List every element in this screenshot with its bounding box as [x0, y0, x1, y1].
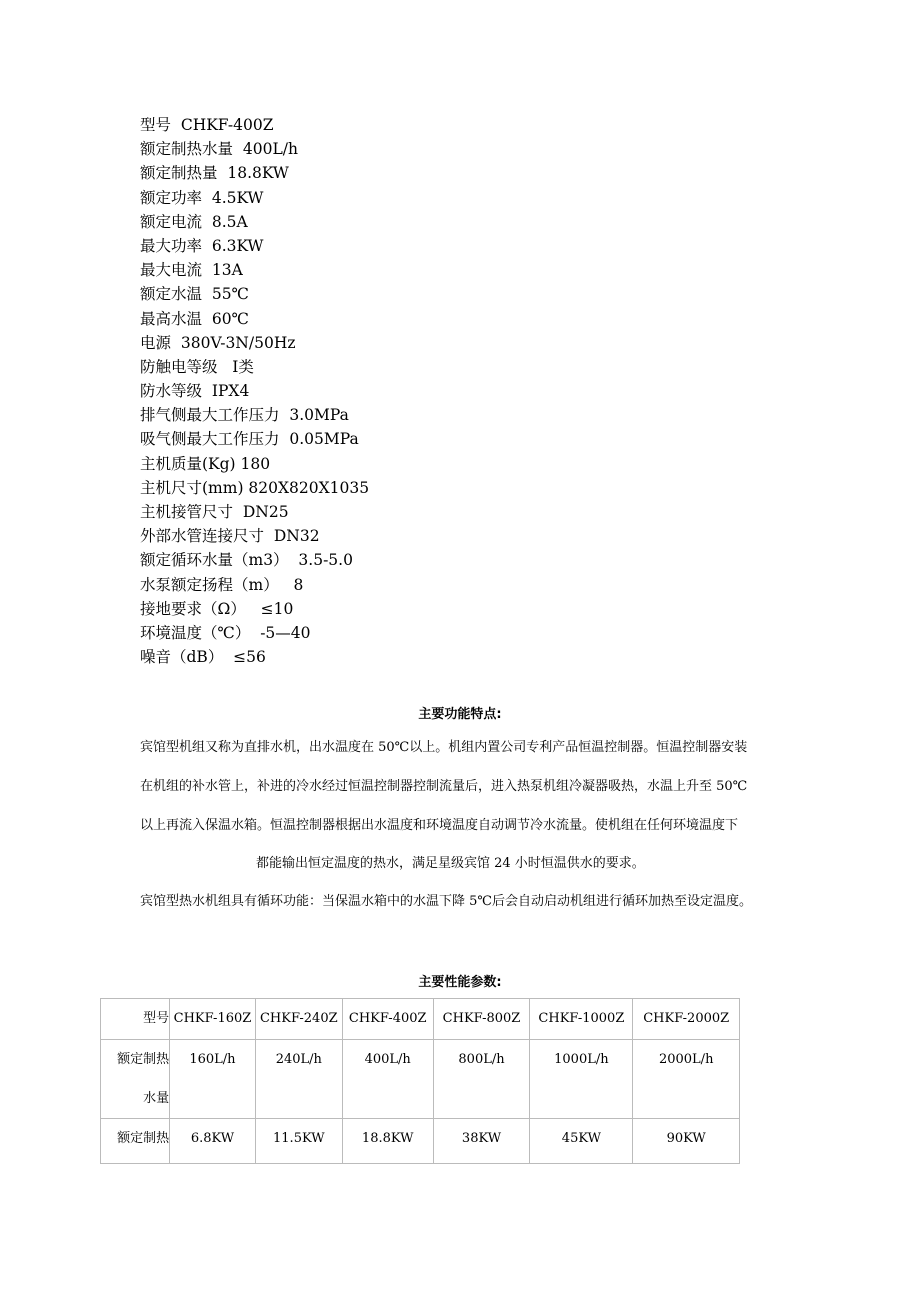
table-cell: 160L/h [170, 1040, 256, 1119]
table-cell: 2000L/h [633, 1040, 740, 1119]
performance-heading: 主要性能参数: [418, 975, 502, 990]
row-label [101, 1040, 170, 1119]
table-cell: 90KW [633, 1119, 740, 1164]
table-cell: CHKF-400Z [342, 999, 433, 1040]
spec-list [140, 113, 369, 669]
table-cell: CHKF-800Z [433, 999, 530, 1040]
table-cell: 6.8KW [170, 1119, 256, 1164]
table-cell: 38KW [433, 1119, 530, 1164]
spec-max-current: 最大电流 13A [140, 261, 243, 280]
table-cell: 1000L/h [530, 1040, 633, 1119]
table-cell: 11.5KW [255, 1119, 342, 1164]
spec-waterproof: 防水等级 IPX4 [140, 382, 250, 401]
spec-pipe-size: 主机接管尺寸 DN25 [140, 503, 289, 521]
spec-max-power: 最大功率 6.3KW [140, 236, 264, 255]
table-cell: CHKF-240Z [255, 999, 342, 1040]
row-label: 额定制热 [101, 1119, 170, 1164]
row-label-line: 水量 [143, 1091, 170, 1106]
feature-line: 在机组的补水管上，补进的冷水经过恒温控制器控制流量后，进入热泵机组冷凝器吸热，水温上升至 50℃ [140, 779, 748, 794]
table-cell: 240L/h [255, 1040, 342, 1119]
feature-line: 宾馆型机组又称为直排水机，出水温度在 50℃以上。机组内置公司专利产品恒温控制器。恒温控制器安装 [140, 740, 748, 755]
feature-line: 都能输出恒定温度的热水，满足星级宾馆 24 小时恒温供水的要求。 [256, 856, 645, 871]
spec-external-pipe: 外部水管连接尺寸 DN32 [140, 527, 320, 546]
performance-table [100, 998, 740, 1164]
spec-max-water-temp: 最高水温 60℃ [140, 309, 249, 328]
table-cell: CHKF-1000Z [530, 999, 633, 1040]
spec-rated-heating: 额定制热量 18.8KW [140, 164, 289, 183]
spec-exhaust-pressure: 排气侧最大工作压力 3.0MPa [140, 406, 349, 425]
spec-rated-hot-water: 额定制热水量 400L/h [140, 140, 298, 159]
spec-rated-power: 额定功率 4.5KW [140, 188, 264, 207]
spec-circulation: 额定循环水量（m3） 3.5-5.0 [140, 551, 353, 570]
table-cell: 45KW [530, 1119, 633, 1164]
table-row [101, 999, 740, 1040]
table-cell: 18.8KW [342, 1119, 433, 1164]
feature-line: 宾馆型热水机组具有循环功能：当保温水箱中的水温下降 5℃后会自动启动机组进行循环加热至设定温度。 [140, 894, 752, 909]
table-cell: CHKF-2000Z [633, 999, 740, 1040]
spec-shock-class: 防触电等级 Ⅰ类 [140, 357, 254, 376]
table-cell: 800L/h [433, 1040, 530, 1119]
performance-table-clip [117, 998, 780, 1160]
spec-suction-pressure: 吸气侧最大工作压力 0.05MPa [140, 430, 359, 449]
spec-power-supply: 电源 380V-3N/50Hz [140, 333, 296, 352]
spec-noise: 噪音（dB） ≤56 [140, 648, 266, 667]
spec-mass: 主机质量(Kg) 180 [140, 454, 271, 473]
spec-model: 型号 CHKF-400Z [140, 116, 274, 134]
features-heading: 主要功能特点: [418, 707, 502, 722]
feature-line: 以上再流入保温水箱。恒温控制器根据出水温度和环境温度自动调节冷水流量。使机组在任何环境温度下 [140, 818, 739, 833]
row-label: 型号 [101, 999, 170, 1040]
spec-rated-current: 额定电流 8.5A [140, 212, 248, 231]
table-row [101, 1040, 740, 1119]
table-cell: 400L/h [342, 1040, 433, 1119]
row-label-line: 额定制热 [117, 1052, 170, 1067]
spec-ambient-temp: 环境温度（℃） -5—40 [140, 623, 311, 642]
spec-grounding: 接地要求（Ω） ≤10 [140, 599, 294, 618]
spec-dimensions: 主机尺寸(mm) 820X820X1035 [140, 478, 370, 497]
table-cell: CHKF-160Z [170, 999, 256, 1040]
table-row [101, 1119, 740, 1164]
spec-rated-water-temp: 额定水温 55℃ [140, 285, 249, 304]
spec-pump-head: 水泵额定扬程（m） 8 [140, 575, 304, 594]
